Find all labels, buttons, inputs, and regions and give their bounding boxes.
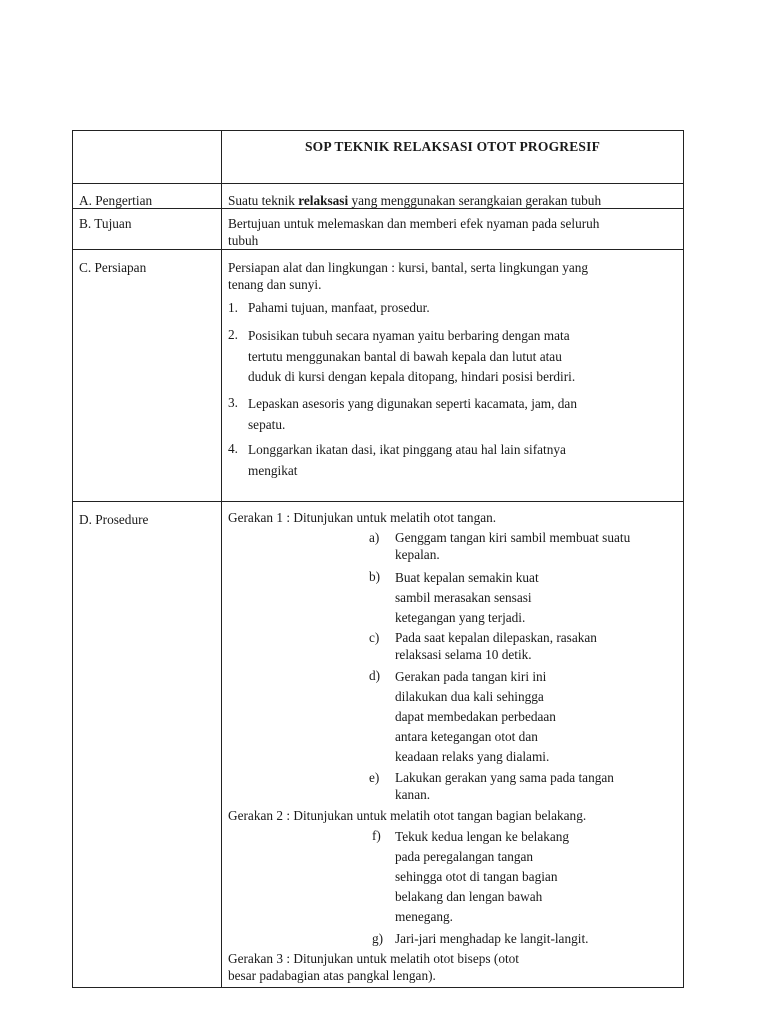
- step-item: Tekuk kedua lengan ke belakang pada peregalangan tangan sehingga otot di tangan bagian belakang dan lengan bawah menegang.: [395, 829, 570, 924]
- row-label-pengertian: A. Pengertian: [79, 193, 153, 208]
- column-divider: [221, 131, 222, 987]
- step-item: Gerakan pada tangan kiri ini dilakukan dua kali sehingga dapat membedakan perbedaan antara ketegangan otot dan keadaan relaks yang dialami.: [395, 669, 556, 764]
- step-letter: a): [369, 530, 380, 545]
- row-label-tujuan: B. Tujuan: [79, 216, 132, 231]
- gerakan-3-heading: Gerakan 3 : Ditunjukan untuk melatih otot biseps (otot besar padabagian atas pangkal lengan).: [228, 951, 520, 983]
- row-label-persiapan: C. Persiapan: [79, 260, 147, 275]
- step-letter: c): [369, 630, 380, 645]
- step-letter: f): [372, 828, 381, 843]
- page-title: SOP TEKNIK RELAKSASI OTOT PROGRESIF: [304, 139, 601, 154]
- persiapan-intro: Persiapan alat dan lingkungan : kursi, bantal, serta lingkungan yang tenang dan sunyi.: [228, 260, 589, 292]
- step-letter: b): [369, 569, 381, 584]
- list-item: Pahami tujuan, manfaat, prosedur.: [248, 300, 430, 315]
- row-divider: [73, 501, 683, 502]
- step-item: Pada saat kepalan dilepaskan, rasakan relaksasi selama 10 detik.: [395, 630, 597, 662]
- list-item: Lepaskan asesoris yang digunakan seperti kacamata, jam, dan sepatu.: [248, 396, 577, 432]
- step-item: Genggam tangan kiri sambil membuat suatu kepalan.: [395, 530, 631, 562]
- tujuan-text: Bertujuan untuk melemaskan dan memberi efek nyaman pada seluruh tubuh: [228, 216, 600, 248]
- row-divider: [73, 183, 683, 184]
- step-item: Lakukan gerakan yang sama pada tangan kanan.: [395, 770, 614, 802]
- step-letter: e): [369, 770, 380, 785]
- gerakan-2-heading: Gerakan 2 : Ditunjukan untuk melatih otot tangan bagian belakang.: [228, 808, 587, 823]
- sop-table: [72, 130, 684, 988]
- step-item: Buat kepalan semakin kuat sambil merasakan sensasi ketegangan yang terjadi.: [395, 570, 539, 625]
- pengertian-text: Suatu teknik relaksasi yang menggunakan serangkaian gerakan tubuh: [228, 193, 602, 208]
- list-number: 2.: [228, 327, 238, 342]
- gerakan-1-heading: Gerakan 1 : Ditunjukan untuk melatih otot tangan.: [228, 510, 497, 525]
- list-number: 3.: [228, 395, 238, 410]
- step-letter: g): [372, 931, 384, 946]
- list-item: Posisikan tubuh secara nyaman yaitu berbaring dengan mata tertutu menggunakan bantal di bawah kepala dan lutut atau duduk di kursi dengan kepala ditopang, hindari posisi berdiri.: [248, 328, 576, 384]
- step-letter: d): [369, 668, 381, 683]
- pengertian-bold-term: relaksasi: [298, 193, 349, 208]
- list-number: 4.: [228, 441, 238, 456]
- list-number: 1.: [228, 300, 238, 315]
- row-label-prosedure: D. Prosedure: [79, 512, 149, 527]
- step-item: Jari-jari menghadap ke langit-langit.: [395, 931, 589, 946]
- row-divider: [73, 249, 683, 250]
- list-item: Longgarkan ikatan dasi, ikat pinggang atau hal lain sifatnya mengikat: [248, 442, 566, 478]
